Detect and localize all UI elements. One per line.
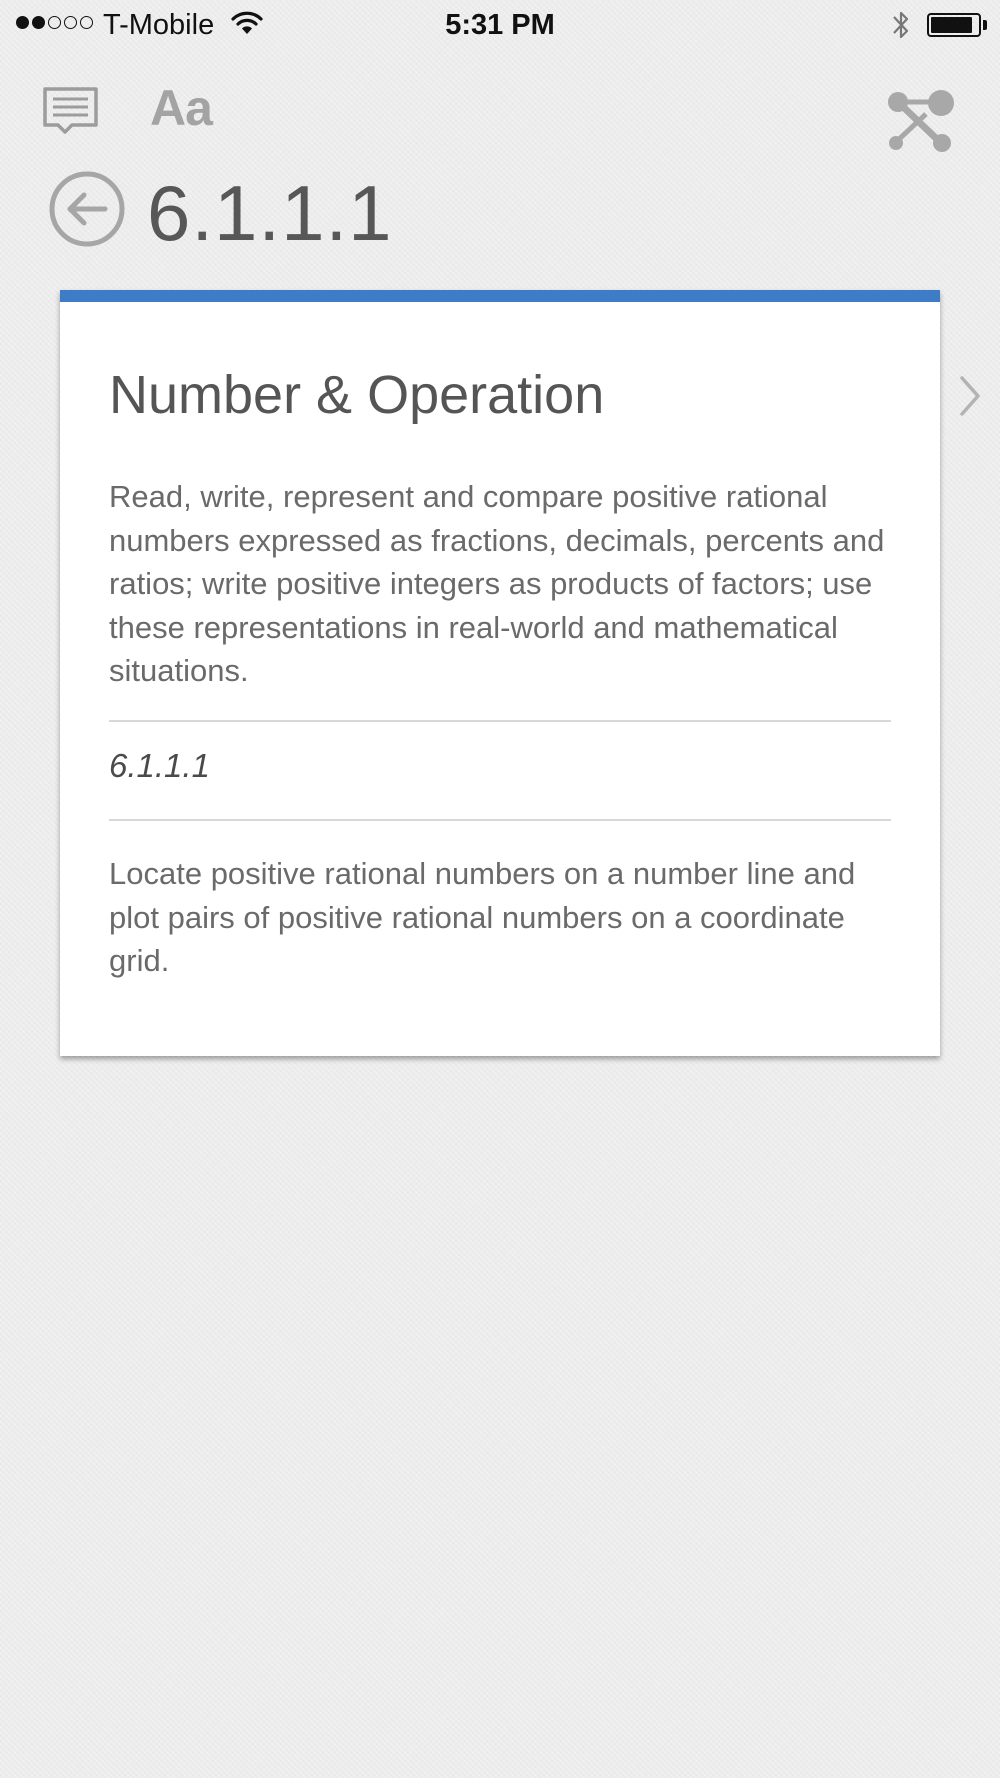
carrier-name: T-Mobile <box>103 9 215 41</box>
standard-code: 6.1.1.1 <box>109 747 210 784</box>
card-description: Read, write, represent and compare positive rational numbers expressed as fractions, decimals, percents and ratios; write positive integers as products of factors; use these representations in real-world and mathematical situations. <box>109 479 885 688</box>
battery-fill <box>931 17 972 33</box>
back-button[interactable] <box>48 170 126 253</box>
chevron-right-icon[interactable] <box>958 374 982 423</box>
back-arrow-icon <box>48 170 126 248</box>
divider <box>109 819 891 821</box>
page-title: 6.1.1.1 <box>147 169 393 257</box>
battery-icon <box>927 13 981 37</box>
status-bar <box>0 0 1000 50</box>
bluetooth-icon <box>890 8 912 47</box>
standard-detail: Locate positive rational numbers on a number line and plot pairs of positive rational numbers on a coordinate grid. <box>109 856 856 978</box>
share-icon[interactable] <box>884 86 954 159</box>
divider <box>109 720 891 722</box>
standard-card <box>60 290 940 1056</box>
battery-tip <box>983 20 987 30</box>
card-accent-bar <box>60 290 940 302</box>
status-time: 5:31 PM <box>445 9 555 41</box>
comment-icon[interactable] <box>42 86 100 141</box>
font-size-button[interactable]: Aa <box>150 80 212 136</box>
card-heading: Number & Operation <box>109 365 605 425</box>
